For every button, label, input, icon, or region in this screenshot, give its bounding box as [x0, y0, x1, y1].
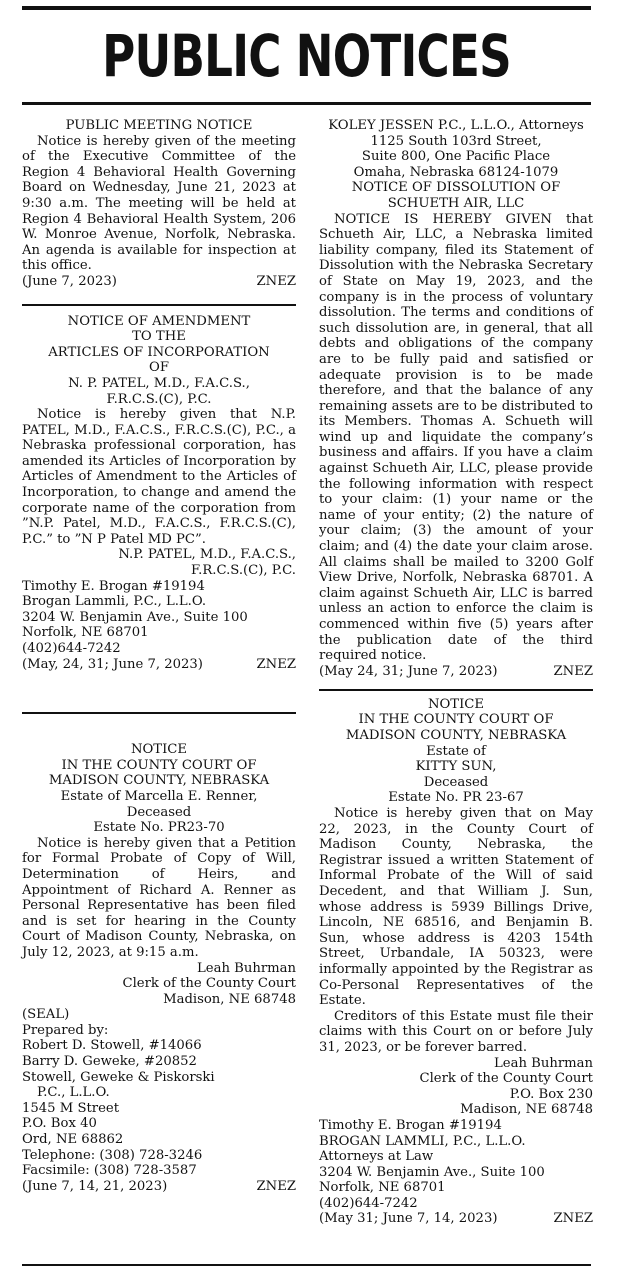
notice-title [319, 697, 593, 806]
notice-title [22, 742, 296, 836]
signature-line: Clerk of the County Court [122, 976, 296, 992]
contact-line: Robert D. Stowell, #14066 [22, 1038, 202, 1054]
notice-title: PUBLIC MEETING NOTICE [65, 118, 253, 133]
bottom-rule [22, 1264, 591, 1266]
left-column [22, 118, 296, 1194]
contact-line: Timothy E. Brogan #19194 [22, 578, 205, 594]
notice-dateline [319, 1211, 593, 1227]
contact-line: Norfolk, NE 68701 [22, 625, 149, 641]
title-line: N. P. PATEL, M.D., F.A.C.S., [68, 375, 250, 391]
title-line: KITTY SUN, [415, 759, 497, 775]
title-line: NOTICE OF AMENDMENT [67, 313, 251, 329]
publication-dates: (June 7, 2023) [22, 273, 117, 289]
title-line: Estate of [426, 743, 486, 759]
notice-public-meeting [22, 118, 296, 290]
notice-code: ZNEZ [256, 273, 296, 289]
notice-title [319, 118, 593, 212]
title-line: Estate No. PR 23-67 [388, 790, 524, 806]
contact-line: 3204 W. Benjamin Ave., Suite 100 [22, 609, 248, 625]
signature-block [22, 961, 296, 1008]
notice-body: Notice is hereby given that a Petition for Formal Probate of Copy of Will, Determination of Heirs, and Appointment of Richard A. Renner as Personal Representative has been filed and is set for hearing in the County Court of Madison County, Nebraska, on July 12, 2023, at 9:15 a.m. [22, 835, 296, 960]
title-line: MADISON COUNTY, NEBRASKA [48, 773, 270, 789]
notice-amendment [22, 314, 296, 673]
signature-line: Madison, NE 68748 [163, 991, 296, 1007]
notice-body: Notice is hereby given that on May 22, 2023, in the County Court of Madison County, Nebraska, the Registrar issued a written Statement of Informal Probate of the Will of said Decedent, and that William J. Sun, whose address is 5939 Billings Drive, Lincoln, NE 68516, and Benjamin B. Sun, whose address is 4203 154th Street, Urbandale, IA 50323, were informally appointed by the Registrar as Co-Personal Representatives of the Estate. [319, 806, 593, 1009]
contact-line: Attorneys at Law [319, 1149, 434, 1165]
title-line: Deceased [126, 804, 192, 820]
notice-body: Notice is hereby given of the meeting of the Executive Committee of the Region 4 Behavioral Health Governing Board on Wednesday, June 21, 2023 at 9:30 a.m. The meeting will be held at Region 4 Behavioral Health System, 206 W. Monroe Avenue, Norfolk, Nebraska. An agenda is available for inspection at this office. [22, 133, 296, 274]
title-line: Deceased [423, 774, 489, 790]
signature-line: Madison, NE 68748 [460, 1102, 593, 1118]
publication-dates: (May 24, 31; June 7, 2023) [319, 663, 498, 679]
contact-line: 1545 M Street [22, 1100, 119, 1116]
contact-line: (SEAL) [22, 1007, 70, 1023]
notice-dateline [319, 664, 593, 680]
notice-title [22, 314, 296, 408]
contact-block [22, 1007, 296, 1179]
signature-line: Leah Buhrman [197, 960, 296, 976]
signature-line: Clerk of the County Court [419, 1071, 593, 1087]
notice-separator [22, 304, 296, 306]
contact-block [22, 579, 296, 657]
contact-line: P.O. Box 40 [22, 1116, 97, 1132]
notice-estate-sun [319, 697, 593, 1227]
signature-line: P.O. Box 230 [509, 1086, 593, 1102]
contact-line: Stowell, Geweke & Piskorski [22, 1069, 215, 1085]
notice-dateline [22, 657, 296, 673]
publication-dates: (May, 24, 31; June 7, 2023) [22, 656, 203, 672]
notice-separator [319, 689, 593, 691]
notice-estate-renner [22, 742, 296, 1194]
title-line: Omaha, Nebraska 68124-1079 [353, 164, 559, 180]
notice-separator [22, 712, 296, 714]
contact-line: Prepared by: [22, 1022, 109, 1038]
contact-line: Norfolk, NE 68701 [319, 1180, 446, 1196]
notice-body: NOTICE IS HEREBY GIVEN that Schueth Air, LLC, a Nebraska limited liability company, filed its Statement of Dissolution with the Nebraska Secretary of State on May 19, 2023, and the company is in the process of voluntary dissolution. The terms and conditions of such dissolution are, in general, that all debts and obligations of the company are to be fully paid and satisfied or adequate provision is to be made therefore, and that the balance of any remaining assets are to be distributed to its Members. Thomas A. Schueth will wind up and liquidate the company’s business and affairs. If you have a claim against Schueth Air, LLC, please provide the following information with respect to your claim: (1) your name or the name of your entity; (2) the nature of your claim; (3) the amount of your claim; and (4) the date your claim arose. All claims shall be mailed to 3200 Golf View Drive, Norfolk, Nebraska 68701. A claim against Schueth Air, LLC is barred unless an action to enforce the claim is commenced within five (5) years after the publication date of the third required notice. [319, 211, 593, 664]
contact-block [319, 1118, 593, 1212]
contact-line: (402)644-7242 [319, 1195, 418, 1211]
notice-dateline [22, 274, 296, 290]
title-line: Estate No. PR23-70 [93, 820, 225, 836]
contact-line: Telephone: (308) 728-3246 [22, 1147, 203, 1163]
contact-line: Ord, NE 68862 [22, 1132, 124, 1148]
title-line: IN THE COUNTY COURT OF [61, 757, 257, 773]
title-line: Suite 800, One Pacific Place [361, 149, 551, 165]
title-line: IN THE COUNTY COURT OF [358, 712, 554, 728]
title-line: MADISON COUNTY, NEBRASKA [345, 728, 567, 744]
right-column [319, 118, 593, 1227]
title-line: Estate of Marcella E. Renner, [60, 788, 258, 804]
contact-line: P.C., L.L.O. [37, 1085, 110, 1101]
notice-dissolution-schueth [319, 118, 593, 679]
contact-line: (402)644-7242 [22, 641, 121, 656]
signature-line: F.R.C.S.(C), P.C. [191, 563, 296, 579]
page-title: PUBLIC NOTICES [102, 22, 511, 90]
top-rule [22, 6, 591, 10]
contact-line: Brogan Lammli, P.C., L.L.O. [22, 594, 207, 610]
title-line: 1125 South 103rd Street, [370, 133, 542, 149]
signature-block [319, 1056, 593, 1118]
signature-line: N.P. PATEL, M.D., F.A.C.S., [118, 547, 296, 563]
title-line: NOTICE [130, 742, 188, 758]
title-line: ARTICLES OF INCORPORATION [48, 344, 270, 360]
publication-dates: (May 31; June 7, 14, 2023) [319, 1211, 498, 1227]
title-line: SCHUETH AIR, LLC [387, 195, 525, 211]
notice-body: Creditors of this Estate must file their claims with this Court on or before July 31, 2023, or be forever barred. [319, 1008, 593, 1055]
contact-line: Facsimile: (308) 728-3587 [22, 1163, 197, 1179]
notice-code: ZNEZ [553, 663, 593, 679]
signature-line: Leah Buhrman [494, 1055, 593, 1071]
notice-dateline [22, 1179, 296, 1195]
signature-block [22, 547, 296, 578]
publication-dates: (June 7, 14, 21, 2023) [22, 1178, 168, 1194]
contact-line: 3204 W. Benjamin Ave., Suite 100 [319, 1164, 545, 1180]
contact-line: BROGAN LAMMLI, P.C., L.L.O. [319, 1133, 526, 1149]
contact-line: Timothy E. Brogan #19194 [319, 1117, 502, 1133]
title-line: TO THE [132, 329, 186, 345]
notice-code: ZNEZ [553, 1211, 593, 1227]
header-rule [22, 102, 591, 105]
notice-body: Notice is hereby given that N.P. PATEL, M.D., F.A.C.S., F.R.C.S.(C), P.C., a Nebraska professional corporation, has amended its Articles of Incorporation by Articles of Amendment to the Articles of Incorporation, to change and amend the corporate name of the corporation from ”N.P. Patel, M.D., F.A.C.S., F.R.C.S.(C), P.C.” to ”N P Patel MD PC”. [22, 407, 296, 547]
title-line: KOLEY JESSEN P.C., L.L.O., Attorneys [328, 118, 584, 133]
title-line: NOTICE [427, 696, 485, 712]
notice-code: ZNEZ [256, 656, 296, 672]
title-line: OF [149, 360, 169, 376]
title-line: F.R.C.S.(C), P.C. [106, 391, 212, 407]
notice-code: ZNEZ [256, 1178, 296, 1194]
contact-line: Barry D. Geweke, #20852 [22, 1054, 197, 1070]
title-line: NOTICE OF DISSOLUTION OF [351, 180, 561, 196]
